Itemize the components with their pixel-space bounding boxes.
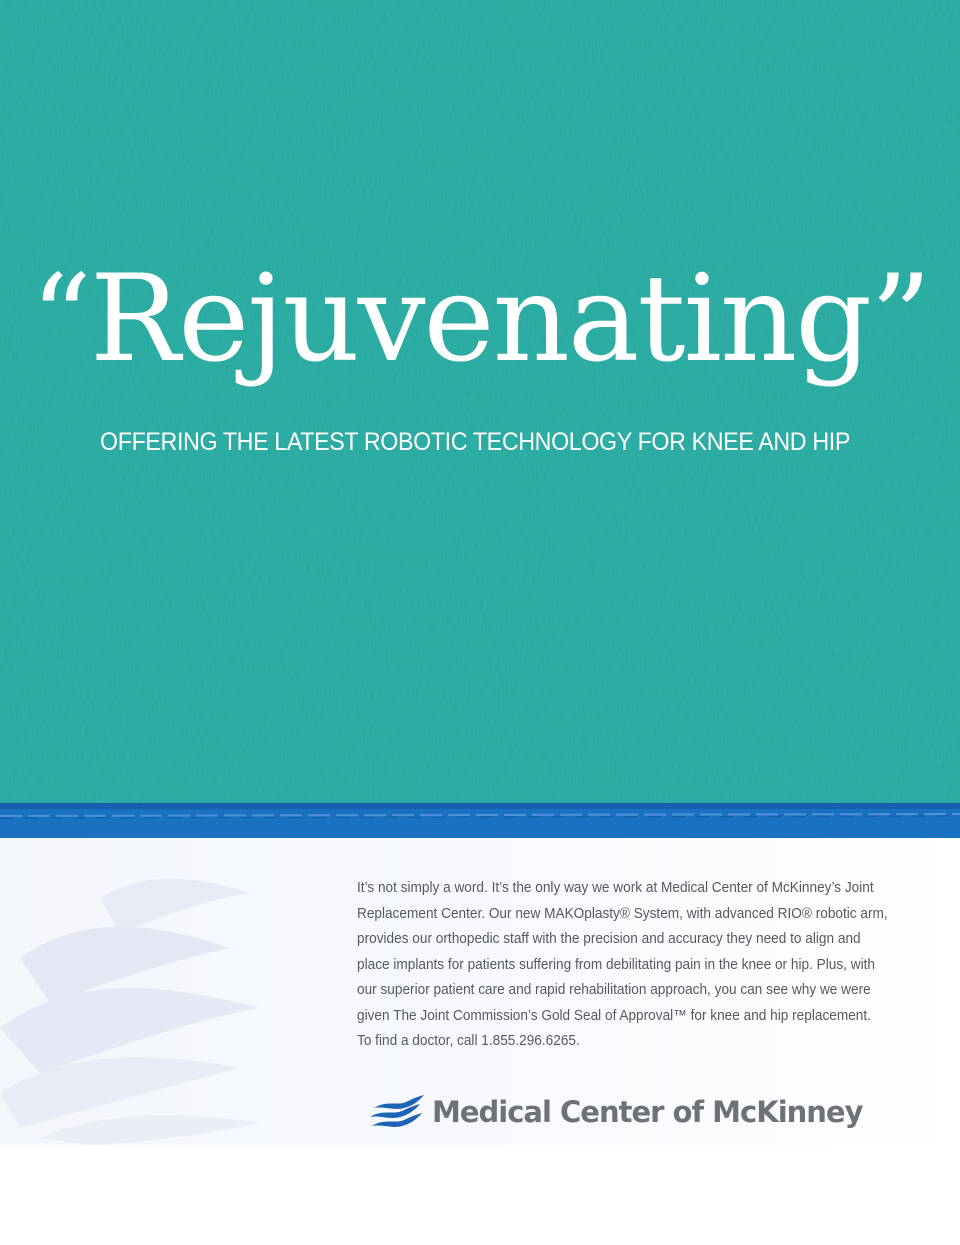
body-line: our superior patient care and rapid rehabilitation approach, you can see why we were xyxy=(357,982,871,998)
lower-panel xyxy=(0,838,960,1145)
logo-wordmark: Medical Center of McKinney xyxy=(432,1095,863,1129)
body-line: provides our orthopedic staff with the precision and accuracy they need to align and xyxy=(357,931,861,947)
body-line: given The Joint Commission’s Gold Seal of Approval™ for knee and hip replacement. xyxy=(357,1007,871,1024)
body-line: To find a doctor, call 1.855.296.6265. xyxy=(357,1033,580,1049)
logo xyxy=(368,1092,863,1132)
body-line: place implants for patients suffering from debilitating pain in the knee or hip. Plus, with xyxy=(357,956,875,973)
decorative-waves xyxy=(0,838,360,1145)
body-copy xyxy=(357,876,902,1055)
subheadline: OFFERING THE LATEST ROBOTIC TECHNOLOGY FOR KNEE AND HIP xyxy=(100,428,850,456)
stitch-line xyxy=(0,803,960,838)
wave-stripes-logo-icon xyxy=(368,1092,426,1132)
body-line: It’s not simply a word. It’s the only way we work at Medical Center of McKinney’s Joint xyxy=(357,880,874,896)
stitched-band xyxy=(0,803,960,838)
body-line: Replacement Center. Our new MAKOplasty® System, with advanced RIO® robotic arm, xyxy=(357,905,888,922)
headline: “Rejuvenating” xyxy=(30,250,930,389)
